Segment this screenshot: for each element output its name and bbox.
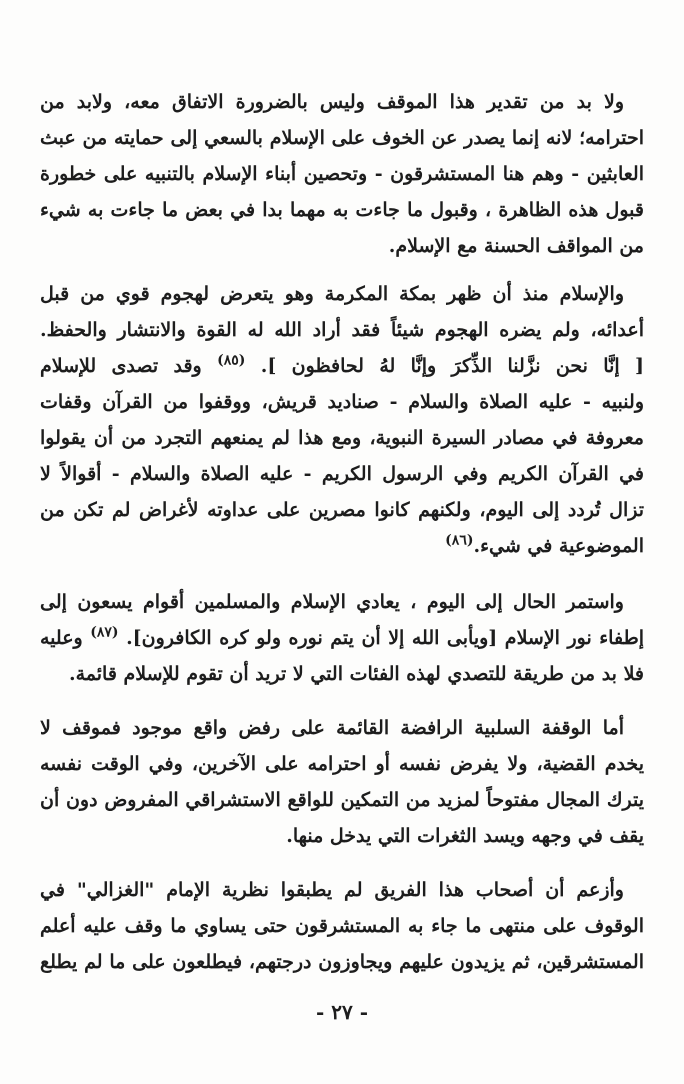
text-line-quran-verse bbox=[40, 348, 644, 384]
text-line: ولا بد من تقدير هذا الموقف وليس بالضرورة الاتفاق معه، ولابد من bbox=[40, 91, 624, 113]
text-line: فلا بد من طريقة للتصدي لهذه الفئات التي لا تريد أن تقوم للإسلام قائمة. bbox=[68, 663, 644, 685]
text-line: أما الوقفة السلبية الرافضة القائمة على رفض واقع موجود فموقف لا bbox=[40, 717, 624, 739]
text-line: الوقوف على منتهى ما جاء به المستشرقون حتى يساوي ما وقف عليه أعلم bbox=[40, 915, 644, 937]
text-line: وأزعم أن أصحاب هذا الفريق لم يطبقوا نظرية الإمام "الغزالي" في bbox=[40, 879, 624, 901]
text-line: ولنبيه - عليه الصلاة والسلام - صناديد قريش، ووقفوا من القرآن وقفات bbox=[40, 391, 644, 413]
text-line: قبول هذه الظاهرة ، وقبول ما جاءت به مهما بدا في بعض ما جاءت به شيء bbox=[40, 199, 644, 221]
text-line: يقف في وجهه ويسد الثغرات التي يدخل منها. bbox=[286, 825, 644, 847]
text-line: يترك المجال مفتوحاً لمزيد من التمكين للواقع الاستشراقي المفروض دون أن bbox=[40, 789, 644, 811]
footnote-ref-85: (٨٥) bbox=[217, 352, 246, 369]
footnote-ref-86: (٨٦) bbox=[445, 532, 474, 549]
text-line-end: الموضوعية في شيء. bbox=[473, 535, 644, 557]
text-line: من المواقف الحسنة مع الإسلام. bbox=[388, 235, 644, 257]
text-line: تزال تُردد إلى اليوم، ولكنهم كانوا مصرين على عداوته لأغراض لم تكن من bbox=[40, 499, 644, 521]
text-line: أعدائه، ولم يضره الهجوم شيئاً فقد أراد الله له القوة والانتشار والحفظ. bbox=[40, 319, 644, 341]
text-line bbox=[40, 528, 644, 564]
text-line: احترامه؛ لانه إنما يصدر عن الخوف على الإسلام بالسعي إلى حمايته من عبث bbox=[40, 127, 644, 149]
text-line: العابثين - وهم هنا المستشرقون - وتحصين أبناء الإسلام بالتنبيه على خطورة bbox=[40, 163, 644, 185]
text-continuation: وقد تصدى للإسلام bbox=[40, 355, 218, 377]
text-line: معروفة في مصادر السيرة النبوية، ومع هذا لم يمنعهم التجرد من أن يقولوا bbox=[40, 427, 644, 449]
page-number: - ٢٧ - bbox=[315, 1000, 368, 1024]
quran-verse: [ إنَّا نحن نزَّلنا الذِّكرَ وإنَّا لهُ لحافظون ]. bbox=[245, 355, 644, 377]
text-line: المستشرقين، ثم يزيدون عليهم ويجاوزون درجتهم، فيطلعون على ما لم يطلع bbox=[40, 951, 644, 973]
text-line: يخدم القضية، ولا يفرض نفسه أو احترامه على الآخرين، وفي الوقت نفسه bbox=[40, 753, 644, 775]
text-line-body: إطفاء نور الإسلام [ويأبى الله إلا أن يتم نوره ولو كره الكافرون]. bbox=[118, 627, 644, 649]
footnote-ref-87: (٨٧) bbox=[90, 624, 119, 641]
text-line: في القرآن الكريم وفي الرسول الكريم - عليه الصلاة والسلام - أقوالاً لا bbox=[40, 463, 644, 485]
text-continuation: وعليه bbox=[40, 627, 91, 649]
text-line: والإسلام منذ أن ظهر بمكة المكرمة وهو يتعرض لهجوم قوي من قبل bbox=[40, 283, 624, 305]
text-line: واستمر الحال إلى اليوم ، يعادي الإسلام والمسلمين أقوام يسعون إلى bbox=[40, 591, 624, 613]
text-line bbox=[40, 620, 644, 656]
